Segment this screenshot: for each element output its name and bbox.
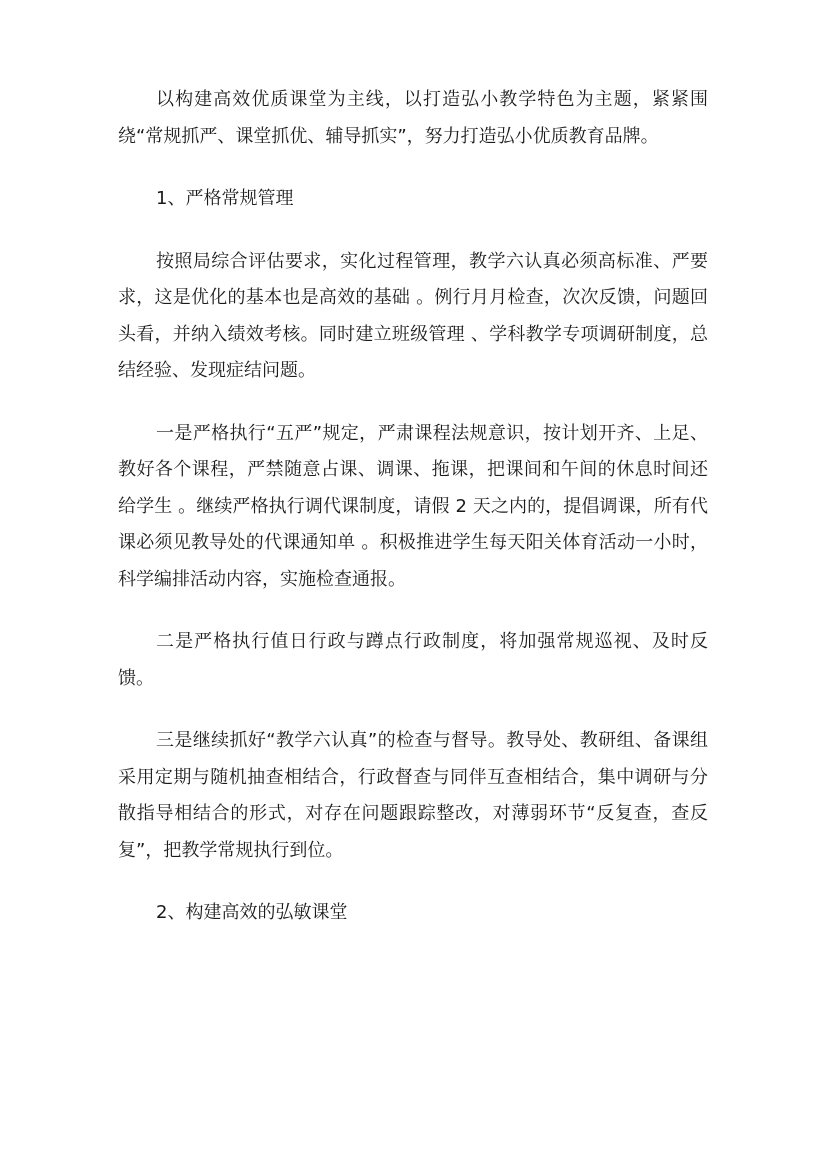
section-2-heading: 2、构建高效的弘敏课堂 xyxy=(156,902,348,923)
intro-paragraph: 以构建高效优质课堂为主线，以打造弘小教学特色为主题，紧紧围绕“常规抓严、课堂抓优、辅导抓实”，努力打造弘小优质教育品牌。 xyxy=(118,89,708,147)
section-1-heading: 1、严格常规管理 xyxy=(156,188,294,209)
document-body xyxy=(118,82,708,958)
item-3-paragraph: 三是继续抓好“教学六认真”的检查与督导。教导处、教研组、备课组采用定期与随机抽查相结合，行政督查与同伴互查相结合，集中调研与分散指导相结合的形式，对存在问题跟踪整改，对薄弱环节“反复查，查反复”，把教学常规执行到位。 xyxy=(118,730,708,861)
item-1-paragraph: 一是严格执行“五严”规定，严肃课程法规意识，按计划开齐、上足、教好各个课程，严禁随意占课、调课、拖课，把课间和午间的休息时间还给学生 。继续严格执行调代课制度，请假 2 天之内的，提倡调课，所有代课必须见教导处的代课通知单 。积极推进学生每天阳关体育活动一小时，科学编排活动内容，实施检查通报。 xyxy=(118,422,708,590)
section-1-body-paragraph: 按照局综合评估要求，实化过程管理，教学六认真必须高标准、严要求，这是优化的基本也是高效的基础 。例行月月检查，次次反馈，问题回头看，并纳入绩效考核。同时建立班级管理 、学科教学专项调研制度，总结经验、发现症结问题。 xyxy=(118,250,708,381)
item-2-paragraph: 二是严格执行值日行政与蹲点行政制度，将加强常规巡视、及时反馈。 xyxy=(118,631,708,689)
